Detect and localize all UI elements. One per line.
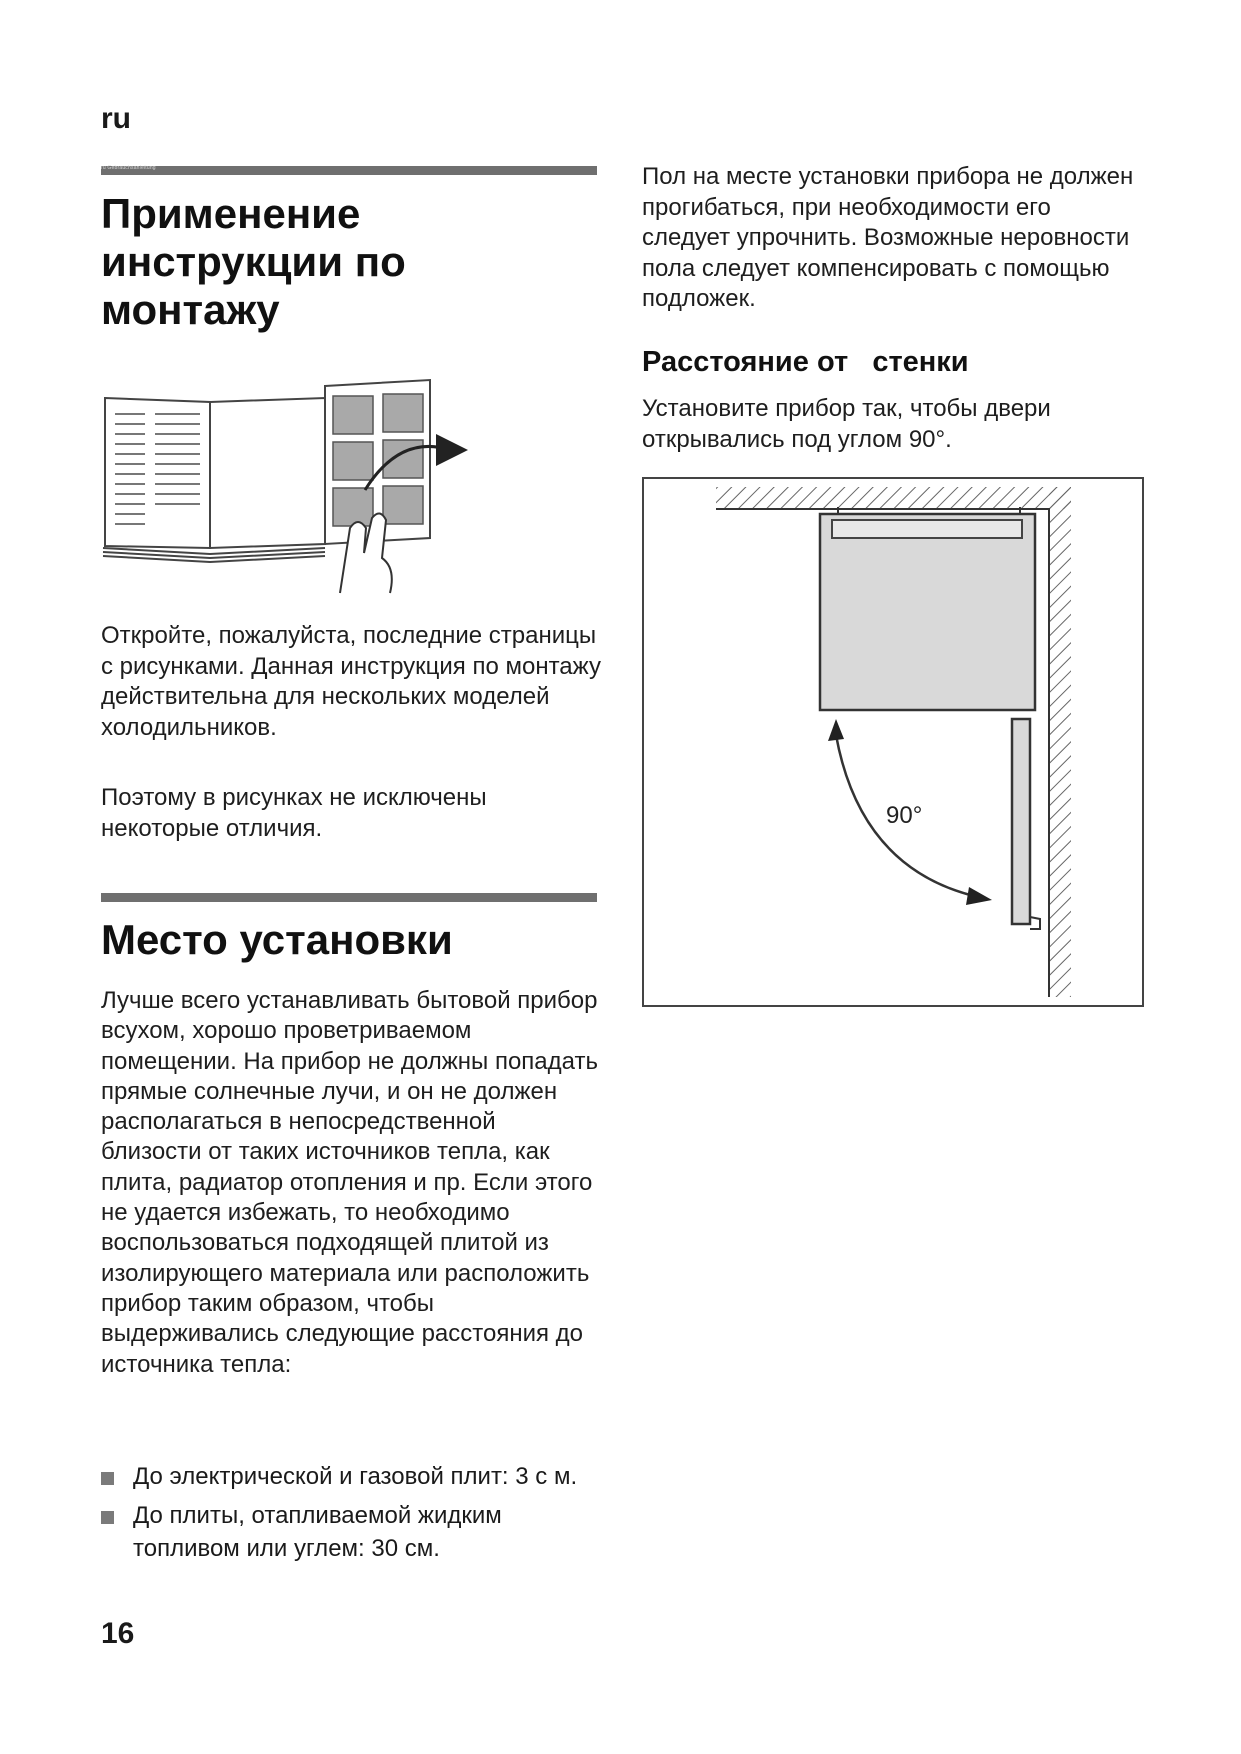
location-paragraph: Лучше всего устанавливать бытовой прибор всухом, хорошо проветриваемом помещении. На прибор не должны попадать прямые солнечные лучи, и он не должен располагаться в непосредственной близости от таких источников тепла, как плита, радиатор отопления и пр. Если этого не удается избежать, то необходимо воспользоваться подходящей плитой из изолирующего материала или расположить прибор таким образом, чтобы выдерживались следующие расстояния до источника тепла:: [101, 987, 598, 1378]
title-line: Применение: [101, 190, 361, 237]
open-pages-paragraph: Откройте, пожалуйста, последние страницы с рисунками. Данная инструкция по монтажу действительна для нескольких моделей холодильников.: [101, 622, 601, 741]
section-divider: [101, 893, 597, 902]
angle-label: 90°: [886, 802, 923, 829]
differences-paragraph: Поэтому в рисунках не исключены некоторые отличия.: [101, 784, 487, 842]
appliance-body: [820, 514, 1035, 710]
wall-distance-paragraph: Установите прибор так, чтобы двери открывались под углом 90°.: [642, 395, 1051, 453]
side-wall: [1049, 487, 1071, 997]
bullet-square-icon: [101, 1511, 114, 1524]
section-divider: [101, 166, 597, 175]
door-opening-diagram: [642, 477, 1144, 1007]
title-line: Место установки: [101, 916, 453, 963]
list-item: До плиты, отапливаемой жидким топливом или углем: 30 см.: [101, 1499, 601, 1565]
section-title-location: [101, 916, 601, 964]
page-number: 16: [101, 1617, 135, 1650]
open-manual-illustration: [100, 378, 470, 608]
back-wall: [716, 487, 1071, 509]
section-title-installation-instructions: [101, 190, 601, 334]
wall-distance-heading: Расстояние от стенки: [642, 346, 969, 378]
divider-caption: ru Gebrauchsanleitung: [101, 165, 156, 171]
language-code: ru: [101, 102, 131, 135]
open-door: [1012, 719, 1030, 924]
title-line: инструкции по: [101, 238, 406, 285]
title-line: монтажу: [101, 286, 280, 333]
bullet-square-icon: [101, 1472, 114, 1485]
list-item: До электрической и газовой плит: 3 с м.: [101, 1460, 601, 1493]
distance-list: [101, 1460, 601, 1571]
floor-paragraph: Пол на месте установки прибора не должен прогибаться, при необходимости его следует упрочнить. Возможные неровности пола следует компенсировать с помощью подложек.: [642, 163, 1134, 312]
